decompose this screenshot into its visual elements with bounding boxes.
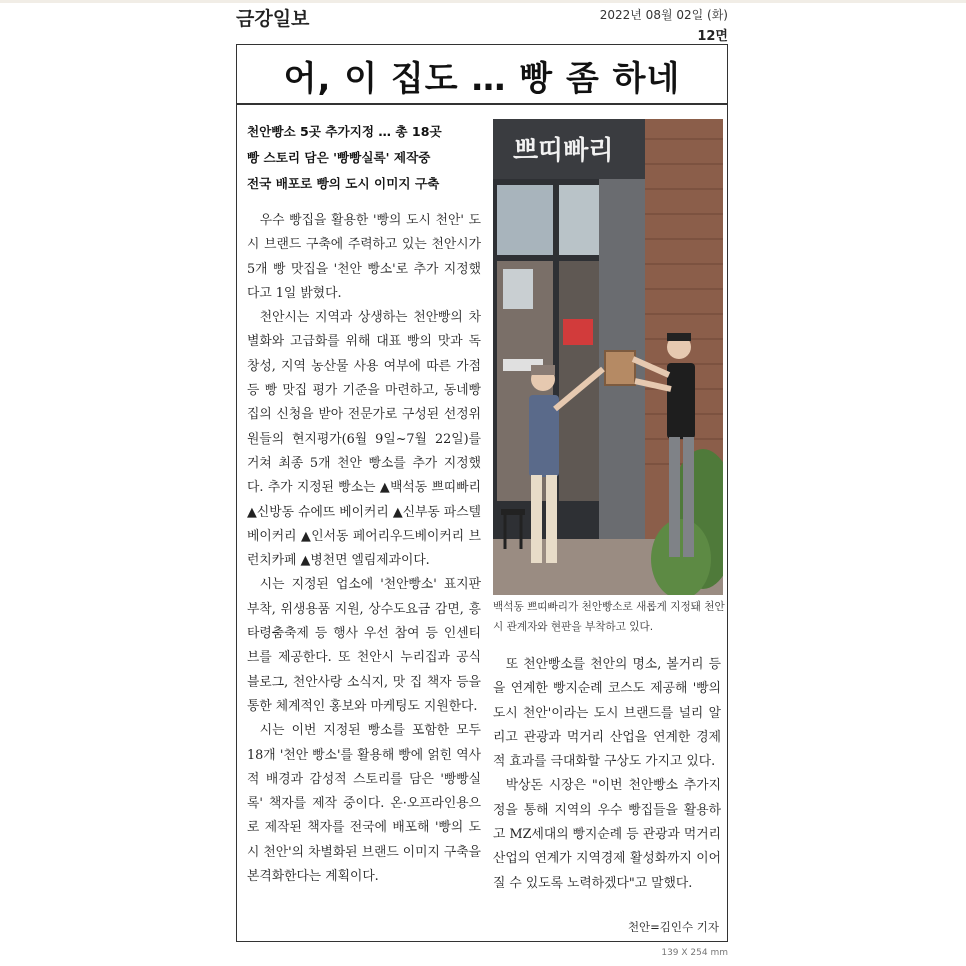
subheadline: 빵 스토리 담은 '빵빵실록' 제작중 — [247, 150, 431, 165]
body-paragraph: 시는 지정된 업소에 '천안빵소' 표지판 부착, 위생용품 지원, 상수도요금 감면, 흥타령춤축제 등 행사 우선 참여 등 인센티브를 제공한다. 또 천안시 누리집과 공식블로그, 천안사랑 소식지, 맛 집 책자 등을 통한 체계적인 홍보와 마케팅도 지원한다. — [247, 577, 481, 714]
body-paragraph: 우수 빵집을 활용한 '빵의 도시 천안' 도시 브랜드 구축에 주력하고 있는 천안시가 5개 빵 맛집을 '천안 빵소'로 추가 지정했다고 1일 밝혔다. — [247, 213, 481, 301]
newspaper-masthead: 금강일보 — [236, 8, 310, 30]
publication-date: 2022년 08월 02일 (화) — [599, 8, 728, 22]
headline-divider — [237, 103, 727, 105]
article-subheadlines — [247, 119, 493, 197]
article-headline: 어, 이 집도 … 빵 좀 하네 — [283, 59, 681, 99]
bakery-storefront-photo — [493, 119, 723, 595]
body-paragraph: 또 천안빵소를 천안의 명소, 볼거리 등을 연계한 빵지순례 코스도 제공해 '빵의 도시 천안'이라는 도시 브랜드를 널리 알리고 관광과 먹거리 산업을 연계한 경제적 효과를 극대화할 구상도 가지고 있다. — [493, 657, 721, 770]
news-article — [236, 44, 728, 942]
subheadline: 전국 배포로 빵의 도시 이미지 구축 — [247, 176, 440, 191]
page-number: 12면 — [697, 29, 728, 44]
photo-caption: 백석동 쁘띠빠리가 천안빵소로 새롭게 지정돼 천안시 관계자와 현판을 부착하고 있다. — [493, 601, 725, 633]
body-paragraph: 천안시는 지역과 상생하는 천안빵의 차별화와 고급화를 위해 대표 빵의 맛과 독창성, 지역 농산물 사용 여부에 따른 가점 등 빵 맛집 평가 기준을 마련하고, 동네빵집의 신청을 받아 전문가로 구성된 선정위원들의 현지평가(6월 9일~7월 22일)를 거쳐 최종 5개 천안 빵소를 추가 지정했다. 추가 지정된 빵소는 ▲백석동 쁘띠빠리 ▲신방동 슈에뜨 베이커리 ▲신부동 파스텔베이커리 ▲인서동 페어리우드베이커리 브런치카페 ▲병천면 엘림제과이다. — [247, 310, 481, 569]
reporter-byline: 천안=김인수 기자 — [624, 919, 719, 935]
body-paragraph: 박상돈 시장은 "이번 천안빵소 추가지정을 통해 지역의 우수 빵집들을 활용하고 MZ세대의 빵지순례 등 관광과 먹거리산업의 연계가 지역경제 활성화까지 이어질 수 있도록 노력하겠다"고 말했다. — [493, 778, 721, 891]
article-photo — [493, 119, 723, 595]
article-body-left-column — [247, 209, 481, 935]
article-body-right-column — [493, 653, 721, 939]
body-paragraph: 시는 이번 지정된 빵소를 포함한 모두 18개 '천안 빵소'를 활용해 빵에 얽힌 역사적 배경과 감성적 스토리를 담은 '빵빵실록' 책자를 제작 중이다. 온·오프라인용으로 제작된 책자를 전국에 배포해 '빵의 도시 천안'의 차별화된 브랜드 이미지 구축을 본격화한다는 계획이다. — [247, 723, 481, 885]
top-border-strip — [0, 0, 966, 3]
subheadline: 천안빵소 5곳 추가지정 … 총 18곳 — [247, 124, 442, 139]
storefront-sign: 쁘띠빠리 — [513, 136, 614, 166]
clipping-size-note: 139 X 254 mm — [661, 948, 728, 958]
